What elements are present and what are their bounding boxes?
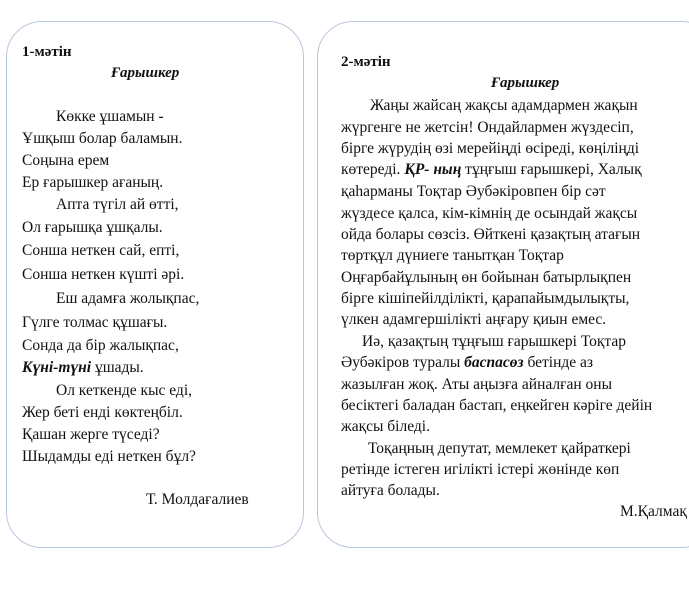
prose-line-start: көтереді. xyxy=(341,161,405,178)
text2-title: Ғарышкер xyxy=(491,75,560,91)
prose-line: Иә, қазақтың тұңғыш ғарышкері Тоқтар xyxy=(362,333,626,350)
prose-line: Жаңы жайсаң жақсы адамдармен жақын xyxy=(370,97,638,114)
poem-line: Қашан жерге түседі? xyxy=(22,426,160,443)
prose-line: жазылған жоқ. Аты аңызға айналған оны xyxy=(341,376,613,393)
poem-line: Апта түгіл ай өтті, xyxy=(56,196,179,213)
poem-line: Сонша неткен күшті әрі. xyxy=(22,266,185,283)
poem-line: Сонда да бір жалықпас, xyxy=(22,337,179,354)
prose-line xyxy=(341,160,642,180)
poem-line: Жер беті енді көктеңбіл. xyxy=(22,404,183,421)
prose-line: төртқұл дүниеге танытқан Тоқтар xyxy=(341,247,564,264)
text2-author: М.Қалмақ xyxy=(620,503,687,520)
poem-line: Ол кеткенде кыс еді, xyxy=(56,382,193,399)
poem-line xyxy=(22,358,144,378)
poem-line: Ер ғарышкер ағаның. xyxy=(22,174,164,191)
text1-title: Ғарышкер xyxy=(111,65,180,81)
poem-line: Ол ғарышқа ұшқалы. xyxy=(22,219,163,236)
prose-line: бесіктегі баладан бастап, еңкейген кәріге дейін xyxy=(341,397,653,414)
prose-line-emphasis: баспасөз xyxy=(464,354,524,371)
poem-line: Ұшқыш болар баламын. xyxy=(22,130,183,147)
prose-line: үлкен адамгершілікті аңғару қиын емес. xyxy=(341,311,607,328)
prose-line: бірге жүрудің өзі мерейіңді өсіреді, көңіліңді xyxy=(341,140,640,157)
prose-line: Тоқаңның депутат, мемлекет қайраткері xyxy=(368,440,631,457)
poem-line: Көкке ұшамын - xyxy=(56,108,164,125)
prose-line: жүргенге не жетсін! Ондайлармен жүздесіп, xyxy=(341,119,634,136)
poem-line-emphasis: Күні-түні xyxy=(22,359,92,376)
prose-line-rest: бетінде аз xyxy=(523,354,594,371)
prose-line: Оңғарбайұлының өн бойынан батырлықпен xyxy=(341,269,632,286)
poem-line: Шыдамды еді неткен бұл? xyxy=(22,448,196,465)
prose-line: ойда болары сөзсіз. Өйткені қазақтың атағын xyxy=(341,226,641,243)
prose-line: қаһарманы Тоқтар Әубәкіровпен бір сәт xyxy=(341,183,606,200)
poem-line: Сонша неткен сай, епті, xyxy=(22,242,180,259)
prose-line: ретінде істеген игілікті істері жөнінде көп xyxy=(341,461,620,478)
poem-line: Еш адамға жолықпас, xyxy=(56,290,200,307)
prose-line: айтуға болады. xyxy=(341,482,440,499)
text2-label: 2-мәтін xyxy=(341,54,391,70)
prose-line: жақсы біледі. xyxy=(341,418,430,435)
prose-line-rest: тұңғыш ғарышкері, Халық xyxy=(461,161,642,178)
text1-author: Т. Молдағалиев xyxy=(146,491,249,508)
prose-line: бірге кішіпейілділікті, қарапайымдылықты, xyxy=(341,290,630,307)
prose-line-start: Әубәкіров туралы xyxy=(341,354,465,371)
poem-line: Гүлге толмас құшағы. xyxy=(22,314,168,331)
prose-line xyxy=(341,353,593,373)
prose-line: жүздесе қалса, кім-кімнің де осындай жақсы xyxy=(341,205,638,222)
poem-line: Соңына ерем xyxy=(22,152,110,169)
text1-label: 1-мәтін xyxy=(22,44,72,60)
prose-line-emphasis: ҚР- ның xyxy=(404,161,462,178)
poem-line-rest: ұшады. xyxy=(91,359,144,376)
